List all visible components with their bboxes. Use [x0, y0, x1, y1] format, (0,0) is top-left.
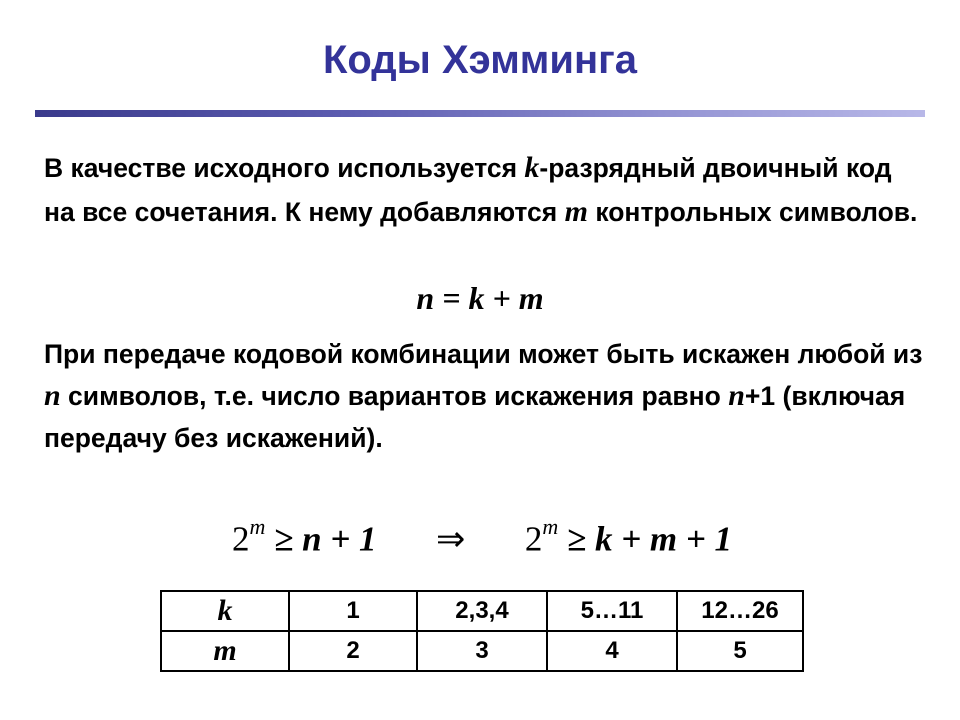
left-inequality: ≥ n + 1	[274, 519, 377, 559]
k-m-table	[160, 590, 804, 672]
var-n: n	[44, 379, 61, 412]
table-cell: 5	[677, 631, 803, 671]
table-cell: 2,3,4	[417, 591, 547, 631]
table-cell: 12…26	[677, 591, 803, 631]
distortion-text-2: символов, т.е. число вариантов искажения равно	[60, 381, 729, 411]
paragraph-intro	[44, 146, 924, 234]
formula-inequality	[232, 514, 832, 560]
right-exponent: m	[542, 514, 559, 539]
intro-text-2: -разрядный двоичный код на все сочетания. К нему добавляются	[44, 153, 892, 227]
left-base: 2	[232, 519, 250, 559]
distortion-text-1: При передаче кодовой комбинации может быть искажен любой из	[44, 339, 923, 369]
title-divider	[35, 110, 925, 117]
left-exponent: m	[249, 514, 266, 539]
intro-text-3: контрольных символов.	[587, 197, 918, 227]
table-cell: 3	[417, 631, 547, 671]
var-m: m	[564, 195, 588, 228]
table-row-m	[161, 631, 803, 671]
formula-n-equals: n = k + m	[416, 280, 544, 316]
table-cell: 1	[289, 591, 417, 631]
var-n-2: n	[728, 379, 745, 412]
right-inequality: ≥ k + m + 1	[566, 519, 733, 559]
table-cell: 5…11	[547, 591, 677, 631]
table-cell: 4	[547, 631, 677, 671]
table-cell: 2	[289, 631, 417, 671]
implies-symbol: ⇒	[436, 519, 466, 559]
row-head-k: k	[161, 591, 289, 631]
right-base: 2	[524, 519, 543, 559]
intro-text-1: В качестве исходного используется	[44, 153, 525, 183]
slide-title: Коды Хэмминга	[322, 38, 638, 82]
paragraph-distortion	[44, 333, 924, 459]
table-row-k	[161, 591, 803, 631]
var-k: k	[524, 151, 540, 184]
distortion-text-3: +1 (включая передачу без искажений).	[44, 381, 906, 453]
row-head-m: m	[161, 631, 289, 671]
